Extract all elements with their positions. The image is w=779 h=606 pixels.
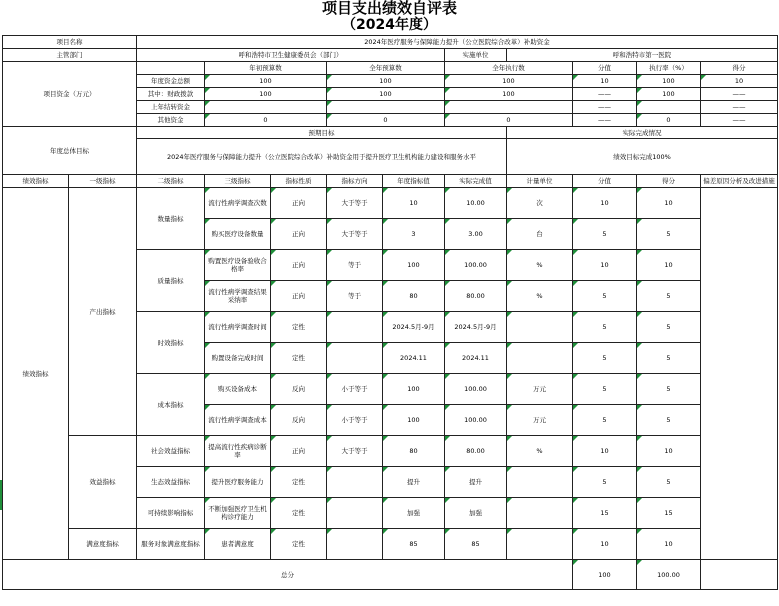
selection-edge-marker bbox=[0, 480, 2, 510]
indicator-actual: 80.00 bbox=[445, 436, 507, 467]
indicator-header: 指标方向 bbox=[327, 175, 383, 188]
indicator-header: 实际完成值 bbox=[445, 175, 507, 188]
indicator-got: 5 bbox=[637, 405, 701, 436]
indicator-header: 分值 bbox=[573, 175, 637, 188]
indicator-actual: 85 bbox=[445, 529, 507, 560]
indicator-got: 10 bbox=[637, 250, 701, 281]
indicator-score: 5 bbox=[573, 405, 637, 436]
funds-row-label: 年度资金总额 bbox=[137, 75, 205, 88]
indicator-actual: 80.00 bbox=[445, 281, 507, 312]
indicator-unit bbox=[507, 529, 573, 560]
indicator-nature: 正向 bbox=[271, 281, 327, 312]
indicator-name: 提高流行性疾病诊断率 bbox=[205, 436, 271, 467]
funds-cell: —— bbox=[701, 101, 778, 114]
indicator-nature: 反向 bbox=[271, 405, 327, 436]
funds-cell: 10 bbox=[701, 75, 778, 88]
funds-header: 年初预算数 bbox=[205, 62, 327, 75]
indicator-unit: 次 bbox=[507, 188, 573, 219]
indicator-score: 10 bbox=[573, 250, 637, 281]
indicator-target: 100 bbox=[383, 250, 445, 281]
deviation-analysis bbox=[701, 188, 778, 560]
indicator-target: 2024.5月-9月 bbox=[383, 312, 445, 343]
unit-value: 呼和浩特市第一医院 bbox=[507, 49, 778, 62]
dept-value: 呼和浩特市卫生健康委员会（部门） bbox=[137, 49, 445, 62]
level2-label: 服务对象满意度指标 bbox=[137, 529, 205, 560]
funds-header-blank bbox=[137, 62, 205, 75]
indicator-root-label: 绩效指标 bbox=[3, 188, 69, 560]
indicator-header: 得分 bbox=[637, 175, 701, 188]
total-label: 总分 bbox=[3, 560, 573, 590]
funds-cell bbox=[205, 101, 327, 114]
total-note bbox=[701, 560, 778, 590]
indicator-score: 10 bbox=[573, 436, 637, 467]
indicator-header: 一级指标 bbox=[69, 175, 137, 188]
indicator-direction: 大于等于 bbox=[327, 436, 383, 467]
indicator-name: 购置设备完成时间 bbox=[205, 343, 271, 374]
indicator-direction: 等于 bbox=[327, 281, 383, 312]
title-line2: （2024年度） bbox=[342, 17, 437, 33]
goal-actual-label: 实际完成情况 bbox=[507, 127, 778, 139]
funds-cell bbox=[637, 101, 701, 114]
indicator-header: 偏差原因分析及改进措施 bbox=[701, 175, 778, 188]
indicator-header: 指标性质 bbox=[271, 175, 327, 188]
level2-label: 数量指标 bbox=[137, 188, 205, 250]
indicator-target: 10 bbox=[383, 188, 445, 219]
indicator-score: 5 bbox=[573, 281, 637, 312]
indicator-nature: 定性 bbox=[271, 343, 327, 374]
unit-label: 实施单位 bbox=[445, 49, 507, 62]
indicator-direction bbox=[327, 529, 383, 560]
level1-label: 效益指标 bbox=[69, 436, 137, 529]
indicator-got: 5 bbox=[637, 312, 701, 343]
indicator-direction: 大于等于 bbox=[327, 219, 383, 250]
funds-header: 分值 bbox=[573, 62, 637, 75]
goal-label: 年度总体目标 bbox=[3, 127, 137, 175]
indicator-score: 10 bbox=[573, 529, 637, 560]
level2-label: 时效指标 bbox=[137, 312, 205, 374]
indicator-name: 购置医疗设备验收合格率 bbox=[205, 250, 271, 281]
indicator-actual: 100.00 bbox=[445, 250, 507, 281]
indicator-unit bbox=[507, 343, 573, 374]
indicator-got: 5 bbox=[637, 281, 701, 312]
dept-label: 主管部门 bbox=[3, 49, 137, 62]
indicator-got: 10 bbox=[637, 529, 701, 560]
indicator-actual: 2024.5月-9月 bbox=[445, 312, 507, 343]
funds-cell: 100 bbox=[445, 88, 573, 101]
funds-cell: 0 bbox=[637, 114, 701, 127]
indicator-nature: 定性 bbox=[271, 529, 327, 560]
indicator-got: 5 bbox=[637, 219, 701, 250]
funds-cell: 100 bbox=[205, 75, 327, 88]
indicator-direction bbox=[327, 498, 383, 529]
indicator-direction: 大于等于 bbox=[327, 188, 383, 219]
indicator-actual: 10.00 bbox=[445, 188, 507, 219]
total-got: 100.00 bbox=[637, 560, 701, 590]
indicator-score: 5 bbox=[573, 467, 637, 498]
indicator-name: 购买设备成本 bbox=[205, 374, 271, 405]
funds-cell: 100 bbox=[637, 88, 701, 101]
indicator-direction: 小于等于 bbox=[327, 405, 383, 436]
funds-cell: 100 bbox=[205, 88, 327, 101]
funds-row-label: 其中：财政拨款 bbox=[137, 88, 205, 101]
indicator-score: 15 bbox=[573, 498, 637, 529]
indicator-got: 10 bbox=[637, 188, 701, 219]
indicator-got: 5 bbox=[637, 374, 701, 405]
title-line1: 项目支出绩效自评表 bbox=[321, 0, 457, 17]
indicator-name: 提升医疗服务能力 bbox=[205, 467, 271, 498]
level2-label: 可持续影响指标 bbox=[137, 498, 205, 529]
funds-row-label: 上年结转资金 bbox=[137, 101, 205, 114]
indicator-unit: 万元 bbox=[507, 405, 573, 436]
indicator-nature: 正向 bbox=[271, 188, 327, 219]
indicator-target: 80 bbox=[383, 436, 445, 467]
indicator-name: 患者满意度 bbox=[205, 529, 271, 560]
level2-label: 成本指标 bbox=[137, 374, 205, 436]
indicator-direction bbox=[327, 467, 383, 498]
indicator-unit: % bbox=[507, 436, 573, 467]
indicator-target: 加强 bbox=[383, 498, 445, 529]
indicator-name: 流行性病学调查成本 bbox=[205, 405, 271, 436]
indicator-name: 流行性病学调查时间 bbox=[205, 312, 271, 343]
funds-cell: 100 bbox=[637, 75, 701, 88]
indicator-unit: % bbox=[507, 281, 573, 312]
indicator-header: 三级指标 bbox=[205, 175, 271, 188]
indicator-target: 2024.11 bbox=[383, 343, 445, 374]
funds-header: 全年执行数 bbox=[445, 62, 573, 75]
indicator-target: 3 bbox=[383, 219, 445, 250]
indicator-unit: % bbox=[507, 250, 573, 281]
indicator-header: 年度指标值 bbox=[383, 175, 445, 188]
level2-label: 生态效益指标 bbox=[137, 467, 205, 498]
funds-cell: —— bbox=[701, 88, 778, 101]
evaluation-table bbox=[2, 35, 778, 590]
indicator-nature: 定性 bbox=[271, 312, 327, 343]
funds-cell: 0 bbox=[445, 114, 573, 127]
project-name: 2024年医疗服务与保障能力提升（公立医院综合改革）补助资金 bbox=[137, 36, 778, 49]
indicator-nature: 正向 bbox=[271, 436, 327, 467]
indicator-direction bbox=[327, 343, 383, 374]
indicator-direction bbox=[327, 312, 383, 343]
indicator-name: 流行性病学调查次数 bbox=[205, 188, 271, 219]
page-title bbox=[0, 0, 779, 34]
goal-actual: 绩效目标完成100% bbox=[507, 139, 778, 175]
indicator-name: 购买医疗设备数量 bbox=[205, 219, 271, 250]
indicator-got: 15 bbox=[637, 498, 701, 529]
indicator-target: 100 bbox=[383, 405, 445, 436]
indicator-header: 计量单位 bbox=[507, 175, 573, 188]
indicator-actual: 加强 bbox=[445, 498, 507, 529]
goal-expected-label: 预期目标 bbox=[137, 127, 507, 139]
indicator-direction: 等于 bbox=[327, 250, 383, 281]
indicator-nature: 定性 bbox=[271, 467, 327, 498]
indicator-score: 5 bbox=[573, 219, 637, 250]
indicator-got: 5 bbox=[637, 343, 701, 374]
funds-cell bbox=[327, 101, 445, 114]
indicator-unit bbox=[507, 312, 573, 343]
indicator-header: 绩效指标 bbox=[3, 175, 69, 188]
indicator-got: 5 bbox=[637, 467, 701, 498]
funds-cell: 100 bbox=[445, 75, 573, 88]
funds-cell: 100 bbox=[327, 75, 445, 88]
indicator-actual: 3.00 bbox=[445, 219, 507, 250]
funds-cell: 100 bbox=[327, 88, 445, 101]
indicator-score: 10 bbox=[573, 188, 637, 219]
indicator-direction: 小于等于 bbox=[327, 374, 383, 405]
indicator-nature: 反向 bbox=[271, 374, 327, 405]
funds-row-label: 其他资金 bbox=[137, 114, 205, 127]
indicator-actual: 100.00 bbox=[445, 405, 507, 436]
funds-cell: 10 bbox=[573, 75, 637, 88]
indicator-nature: 正向 bbox=[271, 219, 327, 250]
indicator-score: 5 bbox=[573, 374, 637, 405]
indicator-name: 不断加强医疗卫生机构诊疗能力 bbox=[205, 498, 271, 529]
goal-expected: 2024年医疗服务与保障能力提升（公立医院综合改革）补助资金用于提升医疗卫生机构能力建设和服务水平 bbox=[137, 139, 507, 175]
indicator-score: 5 bbox=[573, 312, 637, 343]
indicator-target: 80 bbox=[383, 281, 445, 312]
funds-header: 执行率（%） bbox=[637, 62, 701, 75]
funds-cell: —— bbox=[701, 114, 778, 127]
indicator-unit: 台 bbox=[507, 219, 573, 250]
funds-cell: 0 bbox=[205, 114, 327, 127]
indicator-unit: 万元 bbox=[507, 374, 573, 405]
indicator-name: 流行性病学调查结果采纳率 bbox=[205, 281, 271, 312]
indicator-unit bbox=[507, 467, 573, 498]
level1-label: 产出指标 bbox=[69, 188, 137, 436]
indicator-score: 5 bbox=[573, 343, 637, 374]
total-score: 100 bbox=[573, 560, 637, 590]
indicator-nature: 正向 bbox=[271, 250, 327, 281]
project-name-label: 项目名称 bbox=[3, 36, 137, 49]
level2-label: 社会效益指标 bbox=[137, 436, 205, 467]
indicator-actual: 100.00 bbox=[445, 374, 507, 405]
funds-section-label: 项目资金（万元） bbox=[3, 62, 137, 127]
indicator-nature: 定性 bbox=[271, 498, 327, 529]
funds-header: 全年预算数 bbox=[327, 62, 445, 75]
indicator-header: 二级指标 bbox=[137, 175, 205, 188]
indicator-actual: 2024.11 bbox=[445, 343, 507, 374]
indicator-target: 85 bbox=[383, 529, 445, 560]
indicator-actual: 提升 bbox=[445, 467, 507, 498]
funds-header: 得分 bbox=[701, 62, 778, 75]
indicator-target: 提升 bbox=[383, 467, 445, 498]
funds-cell: —— bbox=[573, 101, 637, 114]
indicator-got: 10 bbox=[637, 436, 701, 467]
indicator-unit bbox=[507, 498, 573, 529]
funds-cell: —— bbox=[573, 114, 637, 127]
funds-cell: —— bbox=[573, 88, 637, 101]
level1-label: 满意度指标 bbox=[69, 529, 137, 560]
funds-cell bbox=[445, 101, 573, 114]
funds-cell: 0 bbox=[327, 114, 445, 127]
level2-label: 质量指标 bbox=[137, 250, 205, 312]
indicator-target: 100 bbox=[383, 374, 445, 405]
